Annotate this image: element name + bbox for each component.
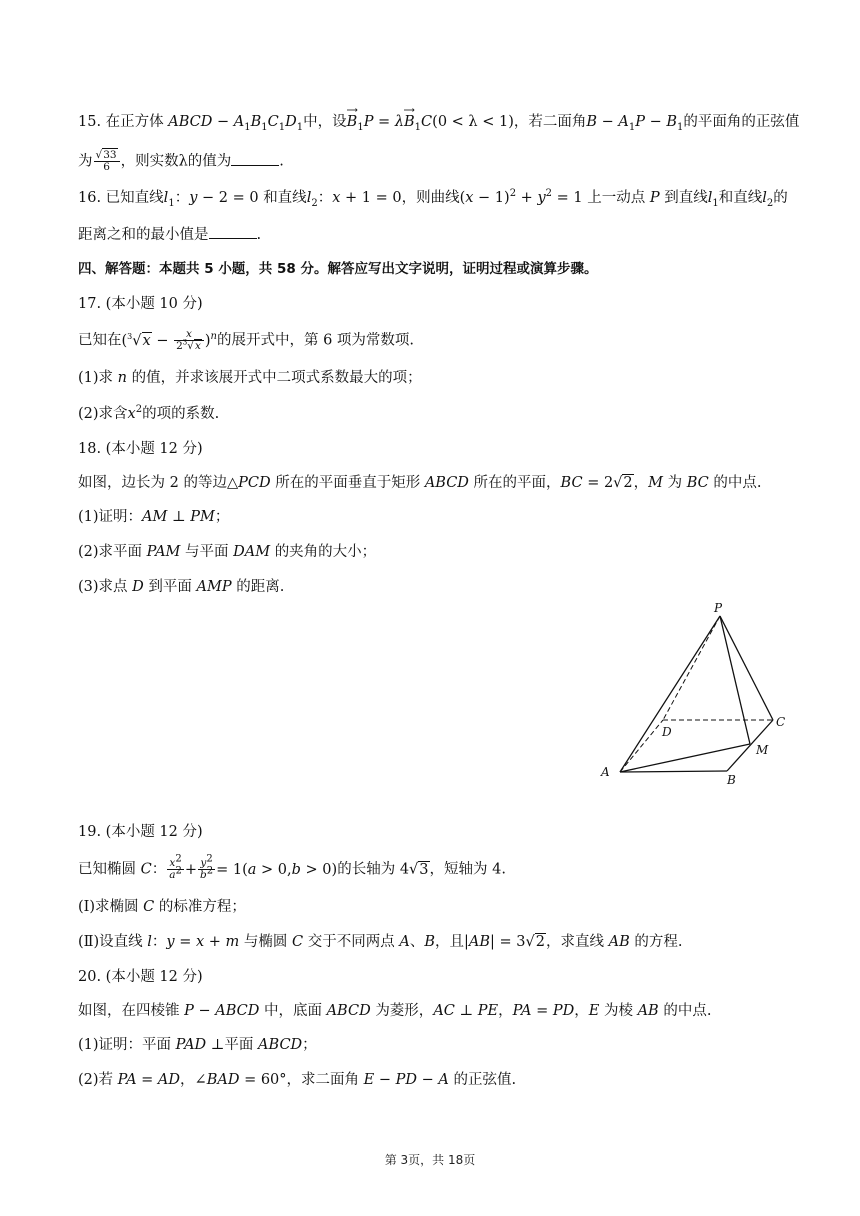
q18-header: 18. (本小题 12 分) — [78, 441, 203, 457]
answer-blank — [231, 151, 279, 166]
q17-part1: (1)求 n 的值，并求该展开式中二项式系数最大的项； — [78, 370, 422, 386]
label-P: P — [714, 601, 723, 615]
pyramid-figure — [590, 601, 800, 795]
q19-stem: 已知椭圆 C： $\frac{x^2}{a^2}$ + $\frac{y^2}{b^2}$ = 1(a > 0,b > 0)的长轴为 4√3，短轴为 4. — [78, 853, 506, 881]
edge-PM — [720, 616, 750, 744]
label-C: C — [776, 715, 786, 729]
q19-part2: (Ⅱ)设直线 l：y = x + m 与椭圆 C 交于不同两点 A、B，且|AB| = 3√2，求直线 AB 的方程. — [78, 934, 683, 950]
page-footer: 第 3页，共 18页 — [384, 1153, 476, 1167]
q19-header: 19. (本小题 12 分) — [78, 824, 203, 840]
q16-line2: 距离之和的最小值是 . — [78, 224, 261, 245]
q18-stem: 如图，边长为 2 的等边△PCD 所在的平面垂直于矩形 ABCD 所在的平面，BC = 2√2，M 为 BC 的中点. — [78, 475, 762, 491]
q17-header: 17. (本小题 10 分) — [78, 296, 203, 312]
q15-text: 15. 在正方体 — [78, 114, 164, 130]
section-heading: 四、解答题：本题共 5 小题，共 58 分。解答应写出文字说明，证明过程或演算步骤。 — [78, 261, 598, 277]
q15-fraction: $\frac{√33}{6}$ — [94, 150, 120, 173]
label-M: M — [756, 743, 769, 757]
label-A: A — [601, 765, 610, 779]
q20-part2: (2)若 PA = AD，∠BAD = 60°，求二面角 E − PD − A 的正弦值. — [78, 1072, 517, 1088]
q20-stem: 如图，在四棱锥 P − ABCD 中，底面 ABCD 为菱形，AC ⊥ PE，PA = PD，E 为棱 AB 的中点. — [78, 1003, 712, 1019]
edge-PC — [720, 616, 773, 720]
answer-blank — [209, 224, 257, 239]
q19-part1: (Ⅰ)求椭圆 C 的标准方程； — [78, 899, 246, 915]
q18-part3: (3)求点 D 到平面 AMP 的距离. — [78, 579, 285, 595]
edge-PA — [620, 616, 720, 772]
q15-cube-name: ABCD − $A_1B_1C_1D_1$ — [168, 114, 304, 133]
q18-part1: (1)证明：AM ⊥ PM； — [78, 509, 230, 525]
q20-part1: (1)证明：平面 PAD ⊥平面 ABCD； — [78, 1037, 317, 1053]
q15-vector-relation: $B_1P$ = $\lambda B_1C$ (0 < λ < 1) — [347, 114, 514, 130]
q16-line1: 16. 已知直线$l_1$：y − 2 = 0 和直线$l_2$：x + 1 = 0，则曲线$(x - 1)^2 + y^2 = 1$ 上一动点 P 到直线$l_1$和直线$l_2$的 — [78, 188, 788, 209]
label-D: D — [662, 725, 672, 739]
q17-stem: 已知在($^3$√x − $\frac{x}{2^3√x}$ )$^n$的展开式中，第 6 项为常数项. — [78, 328, 415, 352]
q18-part2: (2)求平面 PAM 与平面 DAM 的夹角的大小； — [78, 544, 377, 560]
label-B: B — [727, 773, 736, 787]
edge-PD — [663, 616, 720, 720]
q17-expression: ($^3$√x − $\frac{x}{2^3√x}$ )$^n$ — [121, 328, 217, 352]
q20-header: 20. (本小题 12 分) — [78, 969, 203, 985]
q17-part2: (2)求含$x^2$的项的系数. — [78, 404, 220, 422]
q15-line2: 为 $\frac{√33}{6}$ ，则实数λ的值为 . — [78, 149, 284, 173]
ellipse-equation: $\frac{x^2}{a^2}$ + $\frac{y^2}{b^2}$ = 1(a > 0,b > 0) — [169, 853, 338, 881]
edge-AB — [620, 771, 727, 772]
q15-line1: 15. 在正方体 ABCD − $A_1B_1C_1D_1$中，设$B_1P$ = $\lambda B_1C$ (0 < λ < 1)，若二面角$B - A_1P - B_1$的平面角的正弦值 — [78, 112, 799, 132]
